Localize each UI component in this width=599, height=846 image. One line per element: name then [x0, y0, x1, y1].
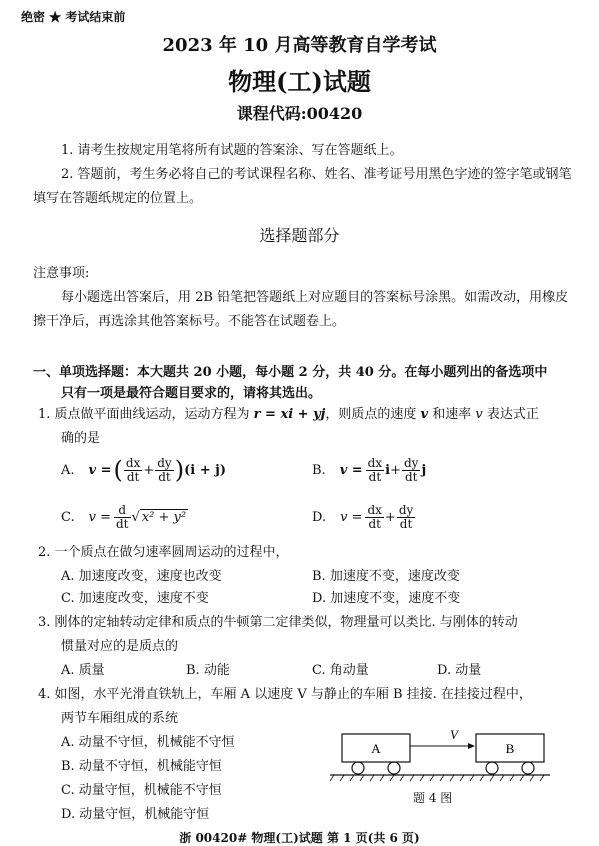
q1-stem-cont: 确的是 [61, 431, 101, 446]
instruction-2: 2. 答题前，考生务必将自己的考试课程名称、姓名、准考证号用黑色字迹的签字笔或钢笔 [61, 167, 572, 182]
q4-option-a: A. 动量不守恒，机械能不守恒 [61, 735, 235, 750]
q4-option-c: C. 动量守恒，机械能不守恒 [61, 783, 222, 798]
velocity-label: V [450, 727, 458, 742]
q2-option-a: A. 加速度改变，速度也改变 [61, 569, 222, 584]
rail-hatch [330, 775, 544, 781]
notice-line-2: 擦干净后，再选涂其他答案标号。不能答在试题卷上。 [33, 314, 346, 329]
q3-option-c: C. 角动量 [312, 663, 369, 678]
q1-option-d: D. v = $\frac{dx}{dt}$ + $\frac{dy}{dt}$ [312, 502, 414, 531]
car-b-wheel-1 [486, 762, 498, 774]
part1-header-1: 一、单项选择题：本大题共 20 小题，每小题 2 分，共 40 分。在每小题列出的备选项中 [33, 365, 548, 380]
q4-stem-cont: 两节车厢组成的系统 [61, 711, 179, 726]
q1-stem: 1. 质点做平面曲线运动，运动方程为 r = xi + yj，则质点的速度 v 和速率 v 表达式正 [38, 407, 539, 422]
q1-option-a: A. v = ( $\frac{dx}{dt}$ + $\frac{dy}{dt}$ ) (i + j) [61, 455, 226, 484]
course-code: 课程代码:00420 [236, 104, 363, 123]
car-b-label: B [505, 741, 515, 756]
q3-option-d: D. 动量 [437, 663, 482, 678]
q3-option-b: B. 动能 [186, 663, 230, 678]
q4-option-d: D. 动量守恒，机械能守恒 [61, 807, 210, 822]
page-footer: 浙 00420# 物理(工)试题 第 1 页(共 6 页) [179, 831, 420, 845]
q3-stem: 3. 刚体的定轴转动定律和质点的牛顿第二定律类似，物理量可以类比. 与刚体的转动 [38, 615, 518, 630]
car-b-wheel-2 [522, 762, 534, 774]
q3-option-a: A. 质量 [61, 663, 105, 678]
q2-stem: 2. 一个质点在做匀速率圆周运动的过程中， [38, 545, 289, 560]
confidential-mark: 绝密 ★ 考试结束前 [21, 10, 126, 24]
q2-option-d: D. 加速度不变，速度不变 [312, 591, 461, 606]
q4-figure-trains [330, 724, 550, 784]
car-a-wheel-1 [352, 762, 364, 774]
car-a-wheel-2 [388, 762, 400, 774]
instruction-1: 1. 请考生按规定用笔将所有试题的答案涂、写在答题纸上。 [61, 143, 403, 158]
velocity-arrowhead [468, 743, 475, 749]
subject-title: 物理(工)试题 [228, 67, 371, 96]
q4-option-b: B. 动量不守恒，机械能守恒 [61, 759, 222, 774]
q4-stem: 4. 如图，水平光滑直铁轨上，车厢 A 以速度 V 与静止的车厢 B 挂接. 在挂接过程中， [38, 687, 532, 702]
part1-header-2: 只有一项是最符合题目要求的，请将其选出。 [61, 386, 322, 401]
q1-option-b: B. v = $\frac{dx}{dt}$ i + $\frac{dy}{dt}$ j [312, 455, 427, 484]
instruction-2-cont: 填写在答题纸规定的位置上。 [33, 191, 203, 206]
q2-option-b: B. 加速度不变，速度改变 [312, 569, 460, 584]
section-title: 选择题部分 [259, 226, 340, 245]
notice-line-1: 每小题选出答案后，用 2B 铅笔把答题纸上对应题目的答案标号涂黑。如需改动，用橡皮 [61, 290, 569, 305]
notice-title: 注意事项: [33, 266, 90, 281]
q2-option-c: C. 加速度改变，速度不变 [61, 591, 209, 606]
q3-stem-cont: 惯量对应的是质点的 [61, 639, 179, 654]
car-a-label: A [371, 741, 381, 756]
exam-title: 2023 年 10 月高等教育自学考试 [162, 35, 437, 56]
q1-option-c: C. v = $\frac{d}{dt}$ √ x² + y² [61, 502, 187, 531]
figure-caption: 题 4 图 [413, 791, 453, 805]
